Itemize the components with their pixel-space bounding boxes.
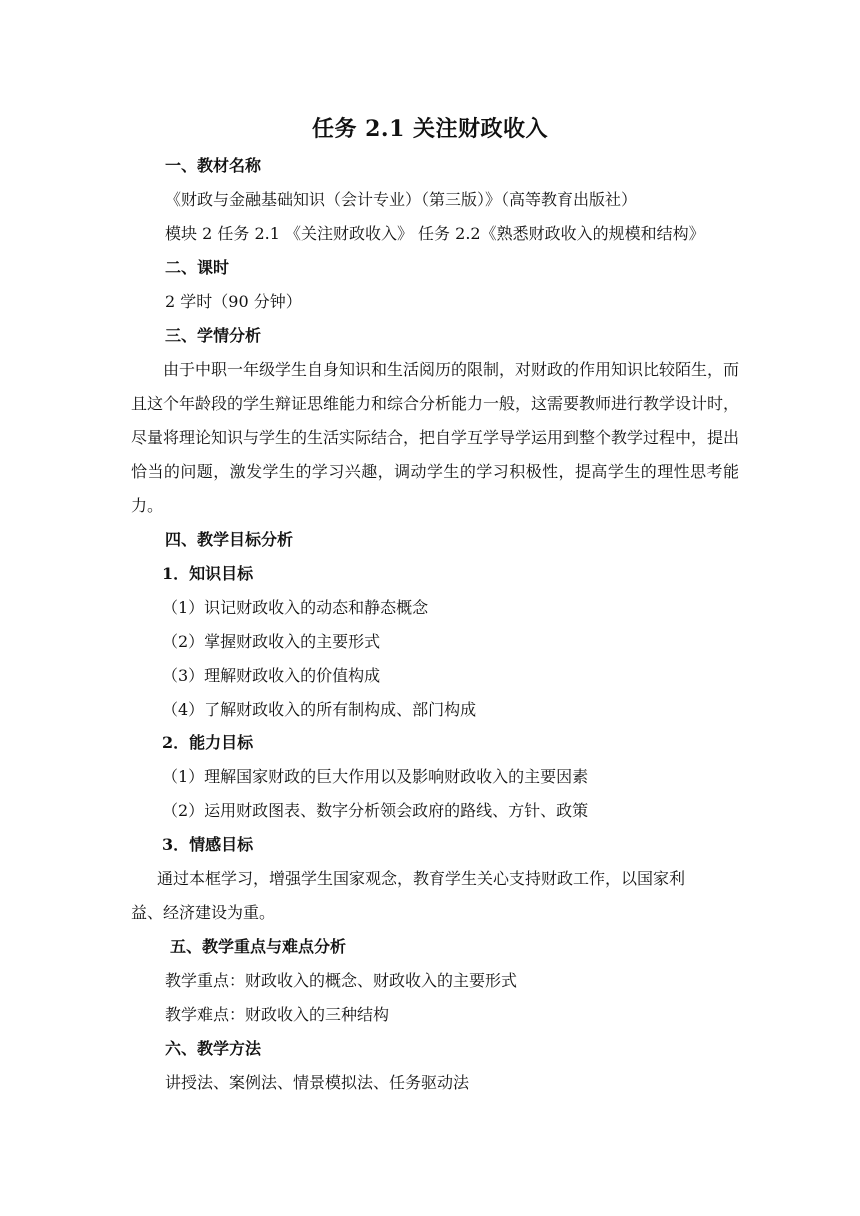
emotion-text-line2: 益、经济建设为重。 — [131, 903, 276, 922]
ability-item: （1）理解国家财政的巨大作用以及影响财政收入的主要因素 — [162, 767, 589, 786]
section-heading-objectives: 四、教学目标分析 — [165, 530, 294, 549]
class-hours: 2 学时（90 分钟） — [165, 292, 302, 311]
emotion-heading: 3．情感目标 — [162, 835, 254, 854]
teaching-methods: 讲授法、案例法、情景模拟法、任务驱动法 — [165, 1073, 470, 1092]
textbook-module: 模块 2 任务 2.1 《关注财政收入》 任务 2.2《熟悉财政收入的规模和结构》 — [165, 224, 705, 243]
analysis-paragraph: 由于中职一年级学生自身知识和生活阅历的限制，对财政的作用知识比较陌生，而且这个年龄段的学生辩证思维能力和综合分析能力一般，这需要教师进行教学设计时，尽量将理论知识与学生的生活实际结合，把自学互学导学运用到整个教学过程中，提出恰当的问题，激发学生的学习兴趣，调动学生的学习积极性，提高学生的理性思考能力。 — [131, 360, 740, 515]
document-title: 任务 2.1 关注财政收入 — [311, 116, 549, 142]
ability-heading: 2．能力目标 — [162, 733, 254, 752]
section-heading-textbook: 一、教材名称 — [165, 156, 262, 175]
key-point: 教学重点：财政收入的概念、财政收入的主要形式 — [165, 971, 518, 990]
knowledge-item: （2）掌握财政收入的主要形式 — [162, 632, 381, 651]
knowledge-item: （1）识记财政收入的动态和静态概念 — [162, 598, 429, 617]
ability-item: （2）运用财政图表、数字分析领会政府的路线、方针、政策 — [162, 801, 589, 820]
section-heading-analysis: 三、学情分析 — [165, 326, 262, 345]
knowledge-heading: 1．知识目标 — [162, 564, 254, 583]
knowledge-item: （4）了解财政收入的所有制构成、部门构成 — [162, 700, 477, 719]
section-heading-hours: 二、课时 — [165, 258, 230, 277]
emotion-text-line1: 通过本框学习，增强学生国家观念，教育学生关心支持财政工作，以国家利 — [157, 869, 686, 888]
difficult-point: 教学难点：财政收入的三种结构 — [165, 1005, 390, 1024]
section-heading-methods: 六、教学方法 — [165, 1039, 262, 1058]
knowledge-item: （3）理解财政收入的价值构成 — [162, 666, 381, 685]
textbook-name: 《财政与金融基础知识（会计专业）（第三版）》（高等教育出版社） — [165, 190, 638, 209]
section-heading-keypoints: 五、教学重点与难点分析 — [170, 937, 347, 956]
